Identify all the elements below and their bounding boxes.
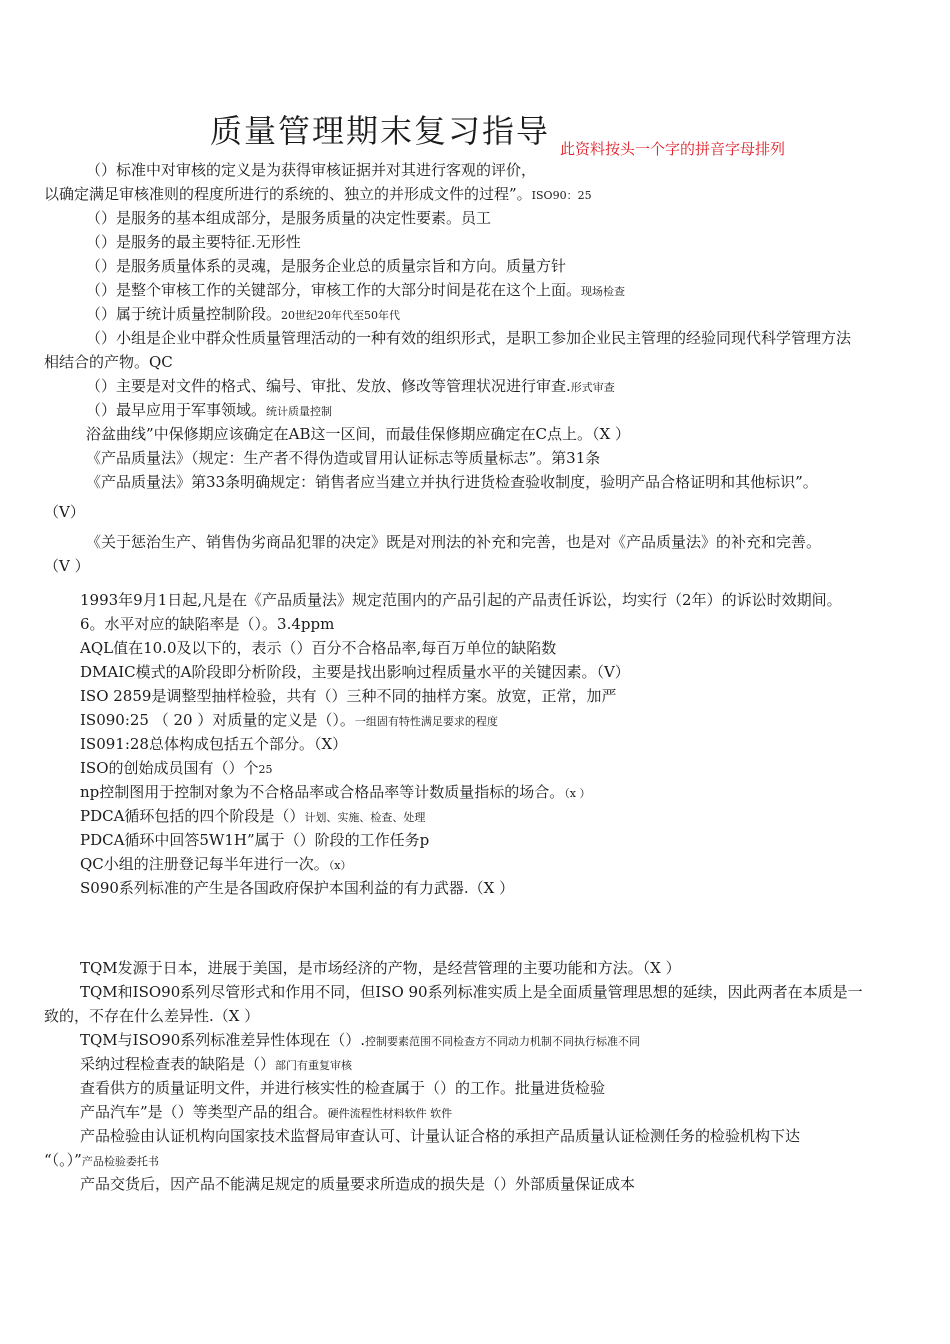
document-body — [44, 158, 910, 1196]
text-line: 浴盆曲线”中保修期应该确定在AB这一区间，而最佳保修期应确定在C点上。（X ） — [86, 425, 630, 443]
text-line: ISO 2859是调整型抽样检验，共有（）三种不同的抽样方案。放宽，正常，加严 — [80, 687, 617, 705]
text-line: 产品检验由认证机构向国家技术监督局审查认可、计量认证合格的承担产品质量认证检测任务的检验机构下达 — [80, 1127, 801, 1145]
text-line: PDCA循环中回答5W1H”属于（）阶段的工作任务p — [80, 831, 430, 849]
text-line: ISO的创始成员国有（）个25 — [80, 759, 273, 777]
text-line: （）小组是企业中群众性质量管理活动的一种有效的组织形式，是职工参加企业民主管理的经验同现代科学管理方法 — [86, 329, 852, 347]
text-line: IS091:28总体构成包括五个部分。（X） — [80, 735, 348, 753]
text-line: IS090:25 （ 20 ）对质量的定义是（）。一组固有特性满足要求的程度 — [80, 711, 498, 729]
text-line: （V ） — [44, 557, 90, 575]
text-line: DMAIC模式的A阶段即分析阶段，主要是找出影响过程质量水平的关键因素。（V） — [80, 663, 630, 681]
text-line: 《关于惩治生产、销售伪劣商品犯罪的决定》既是对刑法的补充和完善，也是对《产品质量法》的补充和完善。 — [86, 533, 822, 551]
sorting-note: 此资料按头一个字的拼音字母排列 — [560, 140, 786, 158]
text-line: （）属于统计质量控制阶段。20世纪20年代至50年代 — [86, 305, 401, 323]
text-line: TQM和ISO90系列尽管形式和作用不同，但ISO 90系列标准实质上是全面质量管理思想的延续，因此两者在本质是一 — [80, 983, 863, 1001]
page-title: 质量管理期末复习指导 — [210, 112, 551, 150]
text-line: 查看供方的质量证明文件，并进行核实性的检查属于（）的工作。批量进货检验 — [80, 1079, 606, 1097]
text-line: （）是服务的最主要特征.无形性 — [86, 233, 301, 251]
text-line: 相结合的产物。QC — [44, 353, 173, 371]
text-line: （）主要是对文件的格式、编号、审批、发放、修改等管理状况进行审查.形式审查 — [86, 377, 615, 395]
text-line: 致的，不存在什么差异性.（X ） — [44, 1007, 260, 1025]
section-spacer — [44, 900, 910, 956]
text-line: （）是服务质量体系的灵魂，是服务企业总的质量宗旨和方向。质量方针 — [86, 257, 567, 275]
text-line: TQM发源于日本，进展于美国，是市场经济的产物，是经营管理的主要功能和方法。（X ） — [80, 959, 681, 977]
text-line: S090系列标准的产生是各国政府保护本国利益的有力武器.（X ） — [80, 879, 515, 897]
text-line: 以确定满足审核准则的程度所进行的系统的、独立的并形成文件的过程”。ISO90：25 — [44, 185, 592, 203]
text-line: 产品汽车”是（）等类型产品的组合。硬件流程性材料软件 软件 — [80, 1103, 453, 1121]
text-line: 产品交货后，因产品不能满足规定的质量要求所造成的损失是（）外部质量保证成本 — [80, 1175, 636, 1193]
text-line: np控制图用于控制对象为不合格品率或合格品率等计数质量指标的场合。（x ） — [80, 783, 591, 801]
text-line: （）标准中对审核的定义是为获得审核证据并对其进行客观的评价， — [86, 161, 537, 179]
text-line: PDCA循环包括的四个阶段是（）计划、实施、检查、处理 — [80, 807, 426, 825]
text-line: QC小组的注册登记每半年进行一次。（x） — [80, 855, 352, 873]
text-line: （）是服务的基本组成部分，是服务质量的决定性要素。员工 — [86, 209, 492, 227]
text-line: （）是整个审核工作的关键部分，审核工作的大部分时间是花在这个上面。现场检查 — [86, 281, 626, 299]
text-line: AQL值在10.0及以下的，表示（）百分不合格品率,每百万单位的缺陷数 — [80, 639, 557, 657]
text-line: 采纳过程检查表的缺陷是（）部门有重复审核 — [80, 1055, 353, 1073]
text-line: 《产品质量法》第33条明确规定：销售者应当建立并执行进货检查验收制度，验明产品合格证明和其他标识”。 — [86, 473, 818, 491]
text-line: TQM与ISO90系列标准差异性体现在（）.控制要素范围不同检查方不同动力机制不同执行标准不同 — [80, 1031, 641, 1049]
text-line: 《产品质量法》（规定：生产者不得伪造或冒用认证标志等质量标志”。第31条 — [86, 449, 601, 467]
text-line: 1993年9月1日起,凡是在《产品质量法》规定范围内的产品引起的产品责任诉讼，均实行（2年）的诉讼时效期间。 — [80, 591, 842, 609]
text-line: （V） — [44, 503, 85, 521]
text-line: （）最早应用于军事领域。统计质量控制 — [86, 401, 333, 419]
text-line: 6。水平对应的缺陷率是（）。3.4ppm — [80, 615, 335, 633]
text-line: “（。）”产品检验委托书 — [44, 1151, 159, 1169]
